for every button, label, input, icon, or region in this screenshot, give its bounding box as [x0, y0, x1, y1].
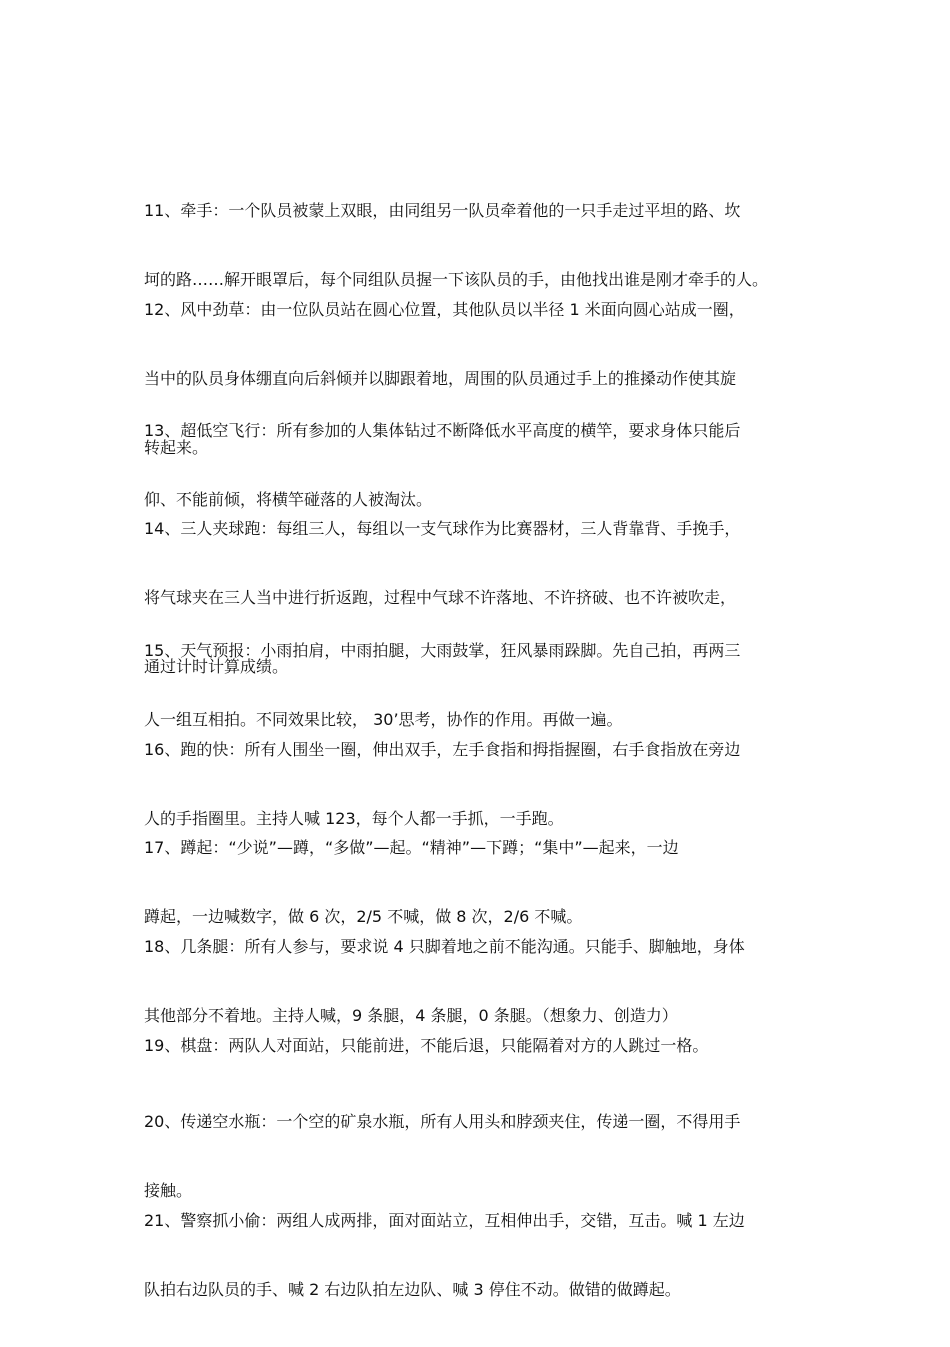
game-item-21 [144, 1163, 824, 1347]
text-line: 12、风中劲草：由一位队员站在圆心位置，其他队员以半径 1 米面向圆心站成一圈， [144, 300, 745, 319]
text-line: 人一组互相拍。不同效果比较， 30’思考，协作的作用。再做一遍。 [144, 710, 623, 729]
text-line: 14、三人夹球跑：每组三人，每组以一支气球作为比赛器材，三人背靠背、手挽手， [144, 519, 741, 538]
text-line: 队拍右边队员的手、喊 2 右边队拍左边队、喊 3 停住不动。做错的做蹲起。 [144, 1280, 681, 1299]
text-line: 19、棋盘：两队人对面站，只能前进，不能后退，只能隔着对方的人跳过一格。 [144, 1036, 709, 1055]
text-line: 18、几条腿：所有人参与，要求说 4 只脚着地之前不能沟通。只能手、脚触地，身体 [144, 937, 745, 956]
text-line: 20、传递空水瓶：一个空的矿泉水瓶，所有人用头和脖颈夹住，传递一圈，不得用手 [144, 1112, 741, 1131]
text-line: 接触。 [144, 1181, 193, 1200]
text-line: 人的手指圈里。主持人喊 123，每个人都一手抓，一手跑。 [144, 809, 564, 828]
text-line: 11、牵手：一个队员被蒙上双眼，由同组另一队员牵着他的一只手走过平坦的路、坎 [144, 201, 741, 220]
text-line: 通过计时计算成绩。 [144, 657, 289, 676]
text-line: 将气球夹在三人当中进行折返跑，过程中气球不许落地、不许挤破、也不许被吹走， [144, 588, 737, 607]
text-line: 13、超低空飞行：所有参加的人集体钻过不断降低水平高度的横竿，要求身体只能后 [144, 421, 741, 440]
text-line: 蹲起，一边喊数字，做 6 次，2/5 不喊，做 8 次，2/6 不喊。 [144, 907, 583, 926]
text-line: 16、跑的快：所有人围坐一圈，伸出双手，左手食指和拇指握圈，右手食指放在旁边 [144, 740, 741, 759]
text-line: 坷的路……解开眼罩后，每个同组队员握一下该队员的手，由他找出谁是刚才牵手的人。 [144, 270, 769, 289]
text-line: 其他部分不着地。主持人喊，9 条腿，4 条腿，0 条腿。（想象力、创造力） [144, 1006, 678, 1025]
text-line: 当中的队员身体绷直向后斜倾并以脚跟着地，周围的队员通过手上的推搡动作使其旋 [144, 369, 737, 388]
text-line: 21、警察抓小偷：两组人成两排，面对面站立，互相伸出手，交错，互击。喊 1 左边 [144, 1211, 745, 1230]
text-line: 仰、不能前倾，将横竿碰落的人被淘汰。 [144, 490, 433, 509]
text-line: 15、天气预报：小雨拍肩，中雨拍腿，大雨鼓掌，狂风暴雨跺脚。先自己拍，再两三 [144, 641, 741, 660]
text-line: 转起来。 [144, 438, 209, 457]
text-line: 17、蹲起：“少说”—蹲，“多做”—起。“精神”—下蹲；“集中”—起来，一边 [144, 838, 679, 857]
